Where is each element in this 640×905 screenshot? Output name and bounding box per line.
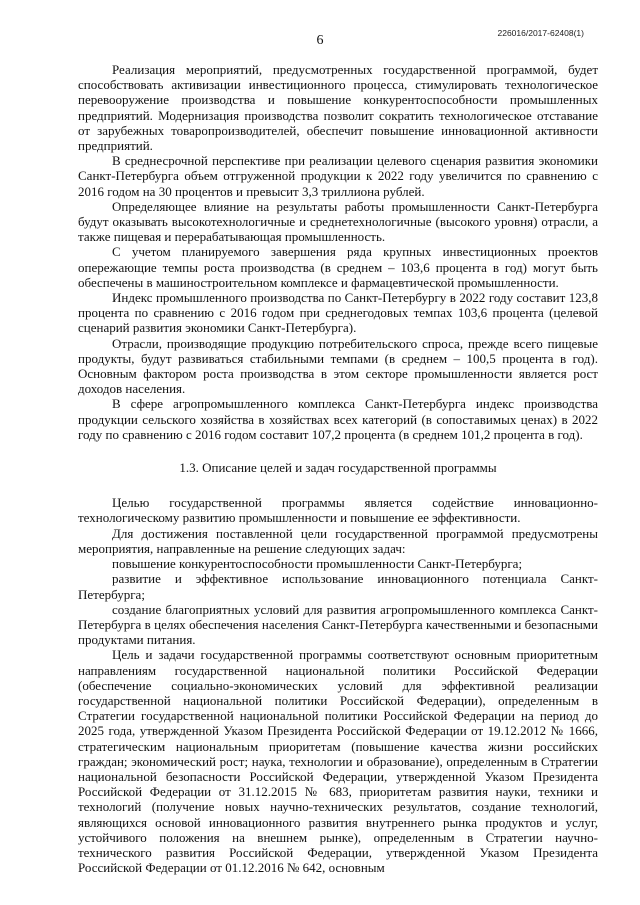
section-heading: 1.3. Описание целей и задач государственной программы xyxy=(179,460,497,476)
paragraph: В среднесрочной перспективе при реализации целевого сценария развития экономики Санкт-Петербурга объем отгруженной продукции к 2022 году увеличится по сравнению с 2016 годом на 30 процентов и превысит 3,3 триллиона рублей. xyxy=(78,153,598,199)
paragraph: Определяющее влияние на результаты работы промышленности Санкт-Петербурга будут оказывать высокотехнологичные и среднетехнологичные (высокого уровня) отрасли, а также пищевая и перерабатывающая промышленность. xyxy=(78,198,598,245)
paragraph: С учетом планируемого завершения ряда крупных инвестиционных проектов опережающие темпы роста производства (в среднем – 103,6 процента в год) могут быть обеспечены в машиностроительном комплексе и фармацевтической промышленности. xyxy=(78,244,598,290)
paragraph: Для достижения поставленной цели государственной программой предусмотрены мероприятия, направленные на решение следующих задач: xyxy=(78,525,598,556)
document-id: 226016/2017-62408(1) xyxy=(497,28,584,38)
paragraph: В сфере агропромышленного комплекса Санкт-Петербурга индекс производства продукции сельского хозяйства в хозяйствах всех категорий (в сопоставимых ценах) в 2022 году по сравнению с 2016 годом составит 107,2 процента (в среднем 101,2 процента в год). xyxy=(78,396,598,442)
paragraph: Отрасли, производящие продукцию потребительского спроса, прежде всего пищевые продукты, будут развиваться стабильными темпами (в среднем – 100,5 процента в год). Основным фактором роста производства в этом секторе промышленности является рост доходов населения. xyxy=(78,335,598,397)
paragraph: Целью государственной программы является содействие инновационно-технологическому развитию промышленности и повышение ее эффективности. xyxy=(78,495,598,526)
document-body xyxy=(78,62,598,875)
paragraph: Цель и задачи государственной программы соответствуют основным приоритетным направлениям государственной национальной политики Российской Федерации (обеспечение социально-экономических условий для эффективной реализации государственной национальной политики Российской Федерации), определенным в Стратегии государственной национальной политики Российской Федерации на период до 2025 года, утвержденной Указом Президента Российской Федерации от 19.12.2012 № 1666, стратегическим национальным приоритетам (повышение качества жизни российских граждан; экономический рост; наука, технологии и образование), определенным в Стратегии национальной безопасности Российской Федерации, утвержденной Указом Президента Российской Федерации от 31.12.2015 № 683, приоритетам развития науки, техники и технологий (получение новых научно-технических результатов, создание технологий, являющихся основой инновационного развития внутреннего рынка продуктов и услуг, устойчивого положения на внешнем рынке), определенным в Стратегии научно-технического развития Российской Федерации, утвержденной Указом Президента Российской Федерации от 01.12.2016 № 642, основным xyxy=(78,647,598,876)
list-item: развитие и эффективное использование инновационного потенциала Санкт-Петербурга; xyxy=(78,571,598,602)
paragraph: Реализация мероприятий, предусмотренных государственной программой, будет способствовать активизации инвестиционного процесса, стимулировать технологическое перевооружение производства и повышение конкурентоспособности промышленных предприятий. Модернизация производства позволит сократить технологическое отставание от зарубежных товаропроизводителей, обеспечит повышение инновационной активности предприятий. xyxy=(78,62,598,154)
list-item: повышение конкурентоспособности промышленности Санкт-Петербурга; xyxy=(112,556,523,572)
paragraph: Индекс промышленного производства по Санкт-Петербургу в 2022 году составит 123,8 процента по сравнению с 2016 годом при среднегодовых темпах 103,6 процента (целевой сценарий развития экономики Санкт-Петербурга). xyxy=(78,290,598,336)
list-item: создание благоприятных условий для развития агропромышленного комплекса Санкт-Петербурга в целях обеспечения населения Санкт-Петербурга качественными и безопасными продуктами питания. xyxy=(78,601,598,648)
page-number: 6 xyxy=(316,33,324,48)
